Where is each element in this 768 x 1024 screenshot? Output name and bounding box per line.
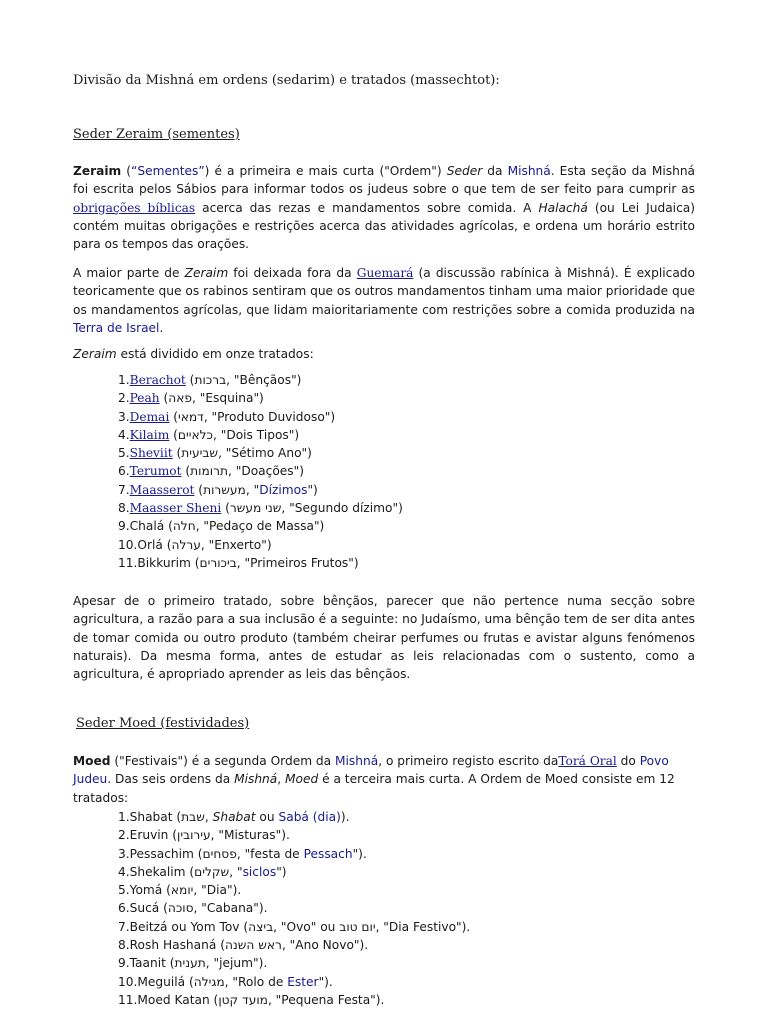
- link-siclos[interactable]: siclos: [242, 864, 277, 879]
- link-terra-de-israel[interactable]: Terra de Israel: [73, 320, 160, 335]
- list-item: 2.Eruvin (עירובין, "Misturas").: [118, 828, 290, 843]
- zeraim-paragraph-1: Zeraim (“Sementes”) é a primeira e mais curta ("Ordem") Seder da Mishná. Esta seção da Mishná foi escrita pelos Sábios para informar todos os judeus sobre o que tem de ser feito para cumprir as obrigações bíblicas acerca das rezas e mandamentos sobre comida. A Halachá (ou Lei Judaica) contém muitas obrigações e restrições acerca das atividades agrícolas, e ordena um horário estrito para os tempos das orações.: [73, 164, 696, 252]
- list-item: 3.Demai (דמאי, "Produto Duvidoso"): [118, 409, 336, 424]
- zeraim-paragraph-2: A maior parte de Zeraim foi deixada fora da Guemará (a discussão rabínica à Mishná). É explicado teoricamente que os rabinos sentiram que os outros mandamentos tinham uma maior prioridade que os mandamentos agrícolas, que lidam maioritariamente com restrições sobre a comida produzida na Terra de Israel.: [73, 266, 695, 335]
- link-kilaim[interactable]: Kilaim: [129, 427, 170, 442]
- list-item: 4.Kilaim (כלאיים, "Dois Tipos"): [118, 427, 300, 442]
- list-item: 9.Taanit (תענית, "jejum").: [118, 956, 268, 971]
- list-item: 8.Maasser Sheni (שני מעשר, "Segundo dízimo"): [118, 501, 403, 516]
- term-zeraim: Zeraim: [73, 164, 122, 178]
- list-item: 6.Sucá (סוכה, "Cabana").: [118, 901, 268, 916]
- link-maasserot[interactable]: Maasserot: [129, 482, 195, 497]
- list-item: 1.Berachot (ברכות, "Bênçãos"): [118, 373, 302, 387]
- link-sheviit[interactable]: Sheviit: [129, 446, 173, 461]
- list-item: 7.Maasserot (מעשרות, "Dízimos"): [118, 482, 318, 497]
- list-item: 8.Rosh Hashaná (ראש השנה, "Ano Novo").: [118, 938, 369, 953]
- page-title: Divisão da Mishná em ordens (sedarim) e tratados (massechtot):: [73, 73, 500, 88]
- list-item: 6.Terumot (תרומות, "Doações"): [118, 464, 305, 479]
- link-obrigacoes-biblicas[interactable]: obrigações bíblicas: [73, 200, 196, 215]
- list-item: 5.Sheviit (שביעית, "Sétimo Ano"): [118, 446, 312, 461]
- link-peah[interactable]: Peah: [129, 391, 160, 406]
- zeraim-paragraph-4: Apesar de o primeiro tratado, sobre bênçãos, parecer que não pertence numa secção sobre agricultura, a razão para a sua inclusão é a seguinte: no Judaísmo, uma bênção tem de ser dita antes de tomar comida ou outro produto (também cheirar perfumes ou frutas e avistar alguns fenómenos naturais). Da mesma forma, antes de estudar as leis relacionadas com o sustento, como a agricultura, é apropriado aprender as leis das bênçãos.: [73, 594, 695, 682]
- list-item: 7.Beitzá ou Yom Tov (ביצה, "Ovo" ou יום טוב, "Dia Festivo").: [118, 919, 471, 934]
- section-heading-zeraim: Seder Zeraim (sementes): [73, 127, 240, 142]
- link-tora-oral[interactable]: Torá Oral: [558, 754, 617, 768]
- list-item: 2.Peah (פאה, "Esquina"): [118, 391, 264, 406]
- section-heading-moed: Seder Moed (festividades): [76, 716, 250, 731]
- moed-tractate-list: [118, 808, 470, 1009]
- link-pessach[interactable]: Pessach: [303, 846, 353, 861]
- list-item: 4.Shekalim (שקלים, "siclos"): [118, 864, 287, 879]
- link-ester[interactable]: Ester: [287, 974, 319, 989]
- list-item: 9.Chalá (חלה, "Pedaço de Massa"): [118, 519, 325, 534]
- link-sementes[interactable]: “Sementes”: [131, 164, 205, 178]
- link-saba[interactable]: Sabá (dia): [278, 810, 341, 824]
- zeraim-paragraph-3: Zeraim está dividido em onze tratados:: [73, 347, 314, 361]
- link-berachot[interactable]: Berachot: [129, 373, 186, 387]
- list-item: 10.Meguilá (מגילה, "Rolo de Ester").: [118, 974, 333, 989]
- list-item: 5.Yomá (יומא, "Dia").: [118, 883, 242, 898]
- list-item: 11.Bikkurim (ביכורים, "Primeiros Frutos"): [118, 555, 359, 570]
- list-item: 11.Moed Katan (מועד קטן, "Pequena Festa").: [118, 992, 385, 1007]
- list-item: 10.Orlá (ערלה, "Enxerto"): [118, 537, 272, 552]
- link-maasser-sheni[interactable]: Maasser Sheni: [129, 501, 222, 516]
- link-mishna-2[interactable]: Mishná: [335, 754, 379, 768]
- list-item: 1.Shabat (שבת, Shabat ou Sabá (dia)).: [118, 810, 350, 824]
- link-mishna[interactable]: Mishná: [507, 164, 551, 178]
- link-terumot[interactable]: Terumot: [129, 464, 182, 479]
- moed-paragraph-1: Moed ("Festivais") é a segunda Ordem da Mishná, o primeiro registo escrito daTorá Oral do Povo Judeu. Das seis ordens da Mishná, Moed é a terceira mais curta. A Ordem de Moed consiste em 12 tratados:: [73, 754, 675, 805]
- link-dizimos[interactable]: Dízimos: [259, 482, 308, 497]
- link-demai[interactable]: Demai: [129, 409, 170, 424]
- zeraim-tractate-list: [118, 371, 403, 572]
- term-moed: Moed: [73, 754, 111, 768]
- link-guemara[interactable]: Guemará: [356, 266, 414, 280]
- list-item: 3.Pessachim (פסחים, "festa de Pessach").: [118, 846, 367, 861]
- link-povo-judeu[interactable]: Povo Judeu: [73, 754, 669, 787]
